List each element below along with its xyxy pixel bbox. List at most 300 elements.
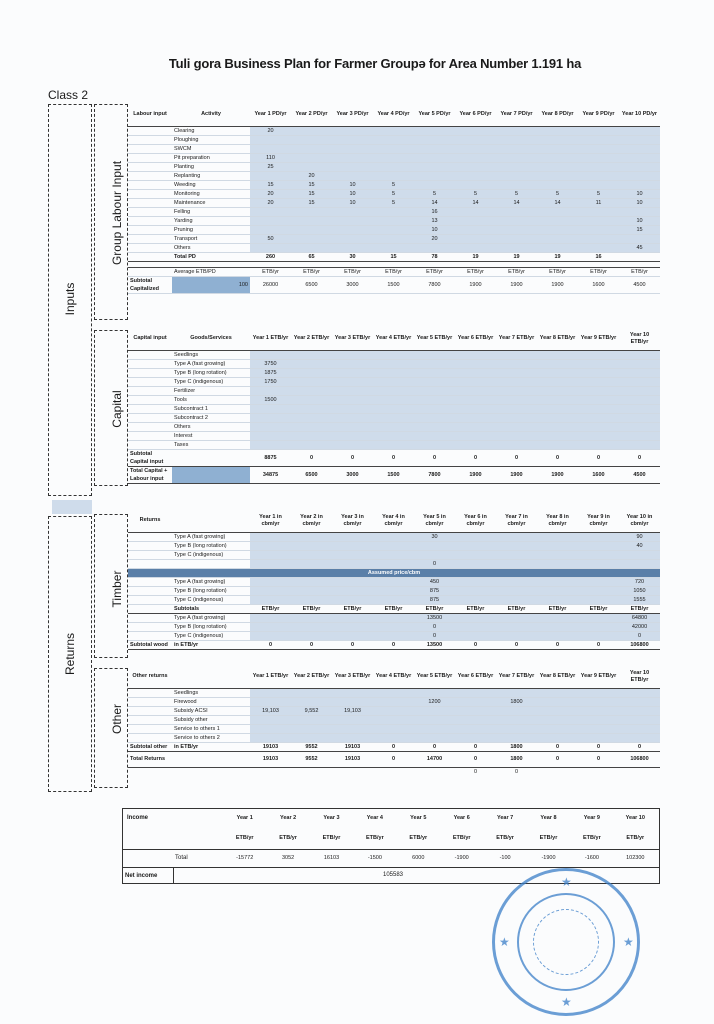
labour-activity-row-cell: 20 [250,126,291,135]
labour-activity-row [128,243,660,252]
labour-subtotal-row-cell: 100 [172,276,250,293]
timber-subtotal-row-cell [537,631,578,640]
timber-total-row-cell: 13500 [414,640,455,649]
timber-volume-row-cell [332,550,373,559]
other-returns-row-cell [250,697,291,706]
labour-header-row-cell: Labour input [128,104,172,126]
capital-goods-row-cell [496,386,537,395]
other-subtotal-row-cell: 0 [373,742,414,751]
labour-activity-row-cell [537,135,578,144]
other-returns-row-cell [537,688,578,697]
labour-activity-row-cell [332,153,373,162]
labour-activity-row [128,189,660,198]
timber-volume-row-cell [537,559,578,568]
labour-activity-row-cell [578,135,619,144]
income-units-row [223,835,657,845]
capital-goods-row-cell [496,413,537,422]
other-returns-row-cell [250,688,291,697]
labour-activity-row-cell [578,144,619,153]
labour-activity-row [128,153,660,162]
labour-activity-row-cell [496,162,537,171]
timber-price-row-cell [496,586,537,595]
income-year-label: Year 10 [625,815,645,821]
timber-header-row-cell: Year 7 in cbm/yr [496,510,537,532]
capital-goods-row-cell [496,377,537,386]
capital-goods-row [128,368,660,377]
capital-goods-row-cell: 1500 [250,395,291,404]
capital-total-row-cell: 1900 [496,466,537,483]
total-returns-row-cell: 106800 [619,751,660,767]
capital-goods-row-cell [128,395,172,404]
labour-activity-row-cell [332,126,373,135]
capital-subtotal-row-cell: 0 [578,449,619,466]
income-total-label: Total [175,855,188,861]
other-header-row-cell: Year 1 ETB/yr [250,666,291,688]
labour-activity-row-cell [128,162,172,171]
timber-header-row-cell: Returns [128,510,172,532]
capital-goods-row-cell [537,422,578,431]
labour-activity-row-cell [414,243,455,252]
capital-goods-row [128,404,660,413]
timber-total-row [128,640,660,649]
capital-goods-row-cell [578,350,619,359]
capital-goods-row-cell [537,404,578,413]
labour-activity-row-cell: SWCM [172,144,250,153]
labour-header-row-cell: Year 7 PD/yr [496,104,537,126]
labour-activity-row-cell [455,135,496,144]
capital-goods-row-cell [414,377,455,386]
other-subtotal-row-cell: 19103 [250,742,291,751]
timber-price-row-cell: 875 [414,586,455,595]
official-stamp: ★ ★ ★ ★ [492,868,640,1016]
timber-volume-row-cell [537,550,578,559]
timber-price-row [128,577,660,586]
timber-subtotal-row-cell: 42000 [619,622,660,631]
other-returns-row-cell [128,706,172,715]
labour-activity-row-cell [578,180,619,189]
timber-subtotal-row-cell [128,631,172,640]
labour-activity-row-cell [619,207,660,216]
inputs-label: Inputs [63,282,77,316]
labour-activity-row-cell: 5 [373,189,414,198]
labour-activity-row-cell: 10 [332,189,373,198]
other-returns-row-cell: 19,103 [250,706,291,715]
timber-price-row-cell [496,577,537,586]
labour-activity-row-cell: 14 [496,198,537,207]
other-header-row-cell: Year 8 ETB/yr [537,666,578,688]
capital-goods-row-cell [332,350,373,359]
labour-activity-row-cell: Felling [172,207,250,216]
labour-activity-row [128,207,660,216]
labour-activity-row-cell [537,144,578,153]
capital-goods-row-cell [496,395,537,404]
other-extra-row-cell [578,767,619,776]
labour-activity-row-cell [619,234,660,243]
labour-activity-row-cell: 30 [332,252,373,261]
average-etb-row-cell: ETB/yr [250,267,291,276]
other-subtotal-row-cell: 0 [414,742,455,751]
labour-activity-row [128,252,660,261]
capital-subtotal-row-cell: 0 [414,449,455,466]
capital-total-row-cell: 1900 [537,466,578,483]
labour-activity-row-cell [537,162,578,171]
capital-goods-row-cell: Subcontract 2 [172,413,250,422]
labour-activity-row-cell: Others [172,243,250,252]
labour-activity-row-cell [250,207,291,216]
capital-subtotal-row-cell: Subtotal Capital input [128,449,172,466]
labour-activity-row-cell: 20 [291,171,332,180]
labour-activity-row-cell [537,207,578,216]
other-header-row-cell: Year 9 ETB/yr [578,666,619,688]
labour-activity-row-cell [578,216,619,225]
timber-subtotal-row-cell [128,622,172,631]
income-label: Income [127,815,149,821]
labour-subtotal-row-cell: 1900 [537,276,578,293]
timber-volume-row-cell [496,532,537,541]
labour-subtotal-row-cell: 1900 [455,276,496,293]
labour-activity-row-cell [537,234,578,243]
timber-volume-row-cell [373,541,414,550]
capital-goods-row-cell [619,431,660,440]
labour-activity-row-cell [128,252,172,261]
income-total-value: -1900 [541,855,556,861]
capital-goods-row-cell [414,440,455,449]
labour-subtotal-row [128,276,660,293]
capital-goods-row-cell [537,377,578,386]
class-label: Class 2 [48,88,89,102]
other-returns-row-cell [373,724,414,733]
timber-total-row-cell: 0 [332,640,373,649]
timber-subtotals-header [128,604,660,613]
other-returns-row-cell [373,706,414,715]
other-returns-row [128,733,660,742]
capital-goods-row-cell [578,359,619,368]
timber-subtotal-row-cell [537,622,578,631]
other-returns-row-cell [291,697,332,706]
other-returns-row [128,697,660,706]
labour-activity-row-cell [291,234,332,243]
timber-subtotals-header-cell: ETB/yr [250,604,291,613]
labour-activity-row-cell [373,171,414,180]
timber-subtotals-header-cell: ETB/yr [332,604,373,613]
timber-volume-row-cell [128,550,172,559]
labour-header-row-cell: Year 1 PD/yr [250,104,291,126]
labour-activity-row-cell [537,126,578,135]
timber-volume-row-cell [578,532,619,541]
other-returns-row-cell [291,715,332,724]
other-returns-row-cell [496,706,537,715]
labour-header-row [128,104,660,126]
labour-activity-row-cell [128,207,172,216]
other-extra-row-cell [291,767,332,776]
labour-activity-row-cell [128,234,172,243]
labour-activity-row-cell [128,198,172,207]
total-returns-row-cell: 14700 [414,751,455,767]
labour-activity-row-cell [619,180,660,189]
timber-volume-row-cell: 0 [414,559,455,568]
labour-activity-row-cell [619,252,660,261]
income-total-value: 6000 [412,855,425,861]
labour-activity-row-cell: 10 [332,180,373,189]
labour-activity-row-cell [455,234,496,243]
capital-goods-row-cell [537,413,578,422]
timber-subtotals-header-cell: ETB/yr [537,604,578,613]
labour-activity-row-cell: Pit preparation [172,153,250,162]
labour-activity-row-cell: 65 [291,252,332,261]
capital-goods-row-cell [291,431,332,440]
income-years-row [223,815,657,825]
total-returns-row-cell: 0 [578,751,619,767]
other-subtotal-row-cell: 0 [619,742,660,751]
income-unit-label: ETB/yr [366,835,384,841]
other-extra-row-cell: 0 [514,768,519,775]
net-income-value: 105583 [383,872,404,878]
capital-goods-row-cell [373,350,414,359]
capital-goods-row-cell [128,350,172,359]
capital-goods-row-cell [455,377,496,386]
labour-activity-row-cell [578,243,619,252]
labour-activity-row-cell [250,225,291,234]
timber-header-row-cell: Year 6 in cbm/yr [455,510,496,532]
capital-goods-row-cell [578,413,619,422]
timber-total-row-cell: 0 [291,640,332,649]
timber-header-row-cell: Year 9 in cbm/yr [578,510,619,532]
labour-activity-row-cell [128,216,172,225]
timber-total-row-cell: 0 [373,640,414,649]
timber-volume-row [128,550,660,559]
capital-subtotal-row-cell: 8875 [250,449,291,466]
other-returns-row-cell [537,706,578,715]
capital-goods-row-cell [537,386,578,395]
timber-header-row-cell: Year 8 in cbm/yr [537,510,578,532]
other-header-row-cell: Year 4 ETB/yr [373,666,414,688]
capital-input-table [128,328,660,484]
capital-goods-row-cell [619,350,660,359]
timber-header-row-cell: Year 4 in cbm/yr [373,510,414,532]
income-total-value: 3052 [281,855,295,861]
capital-goods-row-cell [291,440,332,449]
capital-goods-row-cell [414,350,455,359]
capital-goods-row-cell: Interest [172,431,250,440]
timber-subtotal-row-cell [455,631,496,640]
timber-volume-row-cell [455,532,496,541]
capital-goods-row [128,413,660,422]
income-total-value: -1500 [367,855,382,861]
timber-price-row-cell [455,577,496,586]
timber-price-row-cell: Type A (fast growing) [172,577,250,586]
other-extra-row-cell [373,767,414,776]
capital-goods-row-cell [619,395,660,404]
other-subtotal-row-cell: 19103 [332,742,373,751]
capital-goods-row [128,431,660,440]
labour-activity-row-cell [373,243,414,252]
capital-goods-row-cell [128,440,172,449]
capital-goods-row-cell [537,395,578,404]
labour-activity-row-cell [414,180,455,189]
timber-subtotal-row [128,613,660,622]
labour-header-row-cell: Year 6 PD/yr [455,104,496,126]
capital-goods-row-cell [291,350,332,359]
labour-activity-row-cell [414,153,455,162]
income-unit-label: ETB/yr [279,835,297,841]
average-etb-row-cell: ETB/yr [373,267,414,276]
other-returns-row-cell [455,697,496,706]
labour-activity-row-cell [291,126,332,135]
income-year-label: Year 9 [583,815,600,821]
price-band-row [128,568,660,577]
timber-price-row-cell [291,595,332,604]
capital-goods-row-cell [414,386,455,395]
other-returns-row-cell [455,715,496,724]
other-returns-row [128,724,660,733]
timber-subtotal-row-cell [128,613,172,622]
other-returns-row-cell [578,715,619,724]
other-header-row-cell: Year 2 ETB/yr [291,666,332,688]
labour-activity-row-cell [414,162,455,171]
timber-volume-row-cell [455,550,496,559]
labour-activity-row-cell [250,135,291,144]
timber-total-row-cell: 106800 [619,640,660,649]
capital-goods-row-cell [496,431,537,440]
timber-price-row-cell [578,595,619,604]
capital-goods-row-cell [250,422,291,431]
timber-header-row [128,510,660,532]
average-etb-row [128,267,660,276]
capital-goods-row-cell [455,395,496,404]
other-returns-row-cell [537,697,578,706]
timber-volume-row-cell [128,532,172,541]
timber-volume-row-cell: 90 [619,532,660,541]
labour-activity-row-cell [619,144,660,153]
other-returns-row-cell: Service to others 1 [172,724,250,733]
timber-volume-row-cell [373,550,414,559]
capital-goods-row-cell [414,431,455,440]
timber-volume-row-cell [496,550,537,559]
labour-activity-row-cell: Pruning [172,225,250,234]
labour-activity-row-cell: 11 [578,198,619,207]
timber-subtotals-header-cell: ETB/yr [496,604,537,613]
labour-activity-row-cell [128,189,172,198]
timber-total-row-cell: in ETB/yr [172,640,250,649]
capital-header-row-cell: Year 5 ETB/yr [414,328,455,350]
timber-price-row-cell [332,577,373,586]
capital-goods-row-cell [619,368,660,377]
timber-price-row [128,586,660,595]
capital-goods-row-cell [619,386,660,395]
capital-goods-row-cell [455,404,496,413]
timber-subtotal-row-cell [250,631,291,640]
capital-total-row [128,466,660,483]
returns-label: Returns [63,632,77,676]
labour-activity-row-cell [373,225,414,234]
labour-activity-row-cell [619,162,660,171]
income-year-label: Year 2 [279,815,297,821]
labour-subtotal-row-cell: 26000 [250,276,291,293]
timber-volume-row-cell [373,532,414,541]
capital-goods-row-cell [578,422,619,431]
capital-goods-row-cell [373,404,414,413]
other-header-row-cell: Year 5 ETB/yr [414,666,455,688]
capital-goods-row-cell [455,350,496,359]
other-extra-row-cell [619,767,660,776]
labour-activity-row-cell: 78 [414,252,455,261]
labour-activity-row-cell: 15 [291,180,332,189]
labour-activity-row-cell [373,234,414,243]
labour-subtotal-row-cell: 1600 [578,276,619,293]
other-extra-row-cell [128,767,172,776]
labour-activity-row-cell: 20 [250,198,291,207]
labour-header-row-cell: Year 10 PD/yr [619,104,660,126]
total-returns-row-cell: 19103 [250,751,291,767]
labour-activity-row-cell [332,207,373,216]
capital-goods-row-cell [619,404,660,413]
timber-volume-row-cell [537,541,578,550]
average-etb-row-cell: ETB/yr [332,267,373,276]
labour-activity-row-cell: 20 [250,189,291,198]
capital-total-row-cell [172,466,250,483]
labour-activity-row-cell [128,243,172,252]
timber-volume-row-cell [578,541,619,550]
labour-activity-row-cell: Maintenance [172,198,250,207]
labour-activity-row-cell [373,126,414,135]
average-etb-row-cell: ETB/yr [291,267,332,276]
timber-volume-row-cell [332,532,373,541]
capital-goods-row [128,422,660,431]
timber-subtotal-row-cell: Type B (long rotation) [172,622,250,631]
labour-activity-row-cell: 19 [496,252,537,261]
other-returns-row-cell [578,724,619,733]
income-unit-label: ETB/yr [496,835,514,841]
timber-volume-row-cell [373,559,414,568]
average-etb-row-cell: ETB/yr [578,267,619,276]
other-subtotal-row-cell: 9552 [291,742,332,751]
capital-goods-row-cell [128,386,172,395]
timber-subtotal-row-cell: 0 [414,631,455,640]
timber-price-row-cell [250,586,291,595]
other-header-row [128,666,660,688]
labour-activity-row-cell [619,171,660,180]
capital-goods-row-cell: 1875 [250,368,291,377]
income-unit-label: ETB/yr [409,835,428,841]
timber-price-row-cell [128,595,172,604]
timber-subtotal-row-cell: 64800 [619,613,660,622]
capital-goods-row [128,395,660,404]
other-returns-row-cell [128,697,172,706]
capital-goods-row-cell [373,440,414,449]
capital-subtotal-row-cell: 0 [455,449,496,466]
labour-activity-row-cell [250,171,291,180]
labour-activity-row-cell: 5 [537,189,578,198]
timber-header-row-cell: Year 1 in cbm/yr [250,510,291,532]
labour-activity-row-cell [578,225,619,234]
timber-volume-row-cell [578,559,619,568]
timber-total-row-cell: 0 [537,640,578,649]
timber-subtotal-row-cell [537,613,578,622]
capital-goods-row-cell [128,413,172,422]
timber-price-row-cell: 1050 [619,586,660,595]
timber-volume-row [128,532,660,541]
capital-goods-row-cell [455,422,496,431]
timber-volume-row-cell [291,559,332,568]
labour-activity-row-cell: 19 [537,252,578,261]
labour-subtotal-row-cell: 1900 [496,276,537,293]
other-returns-row-cell [373,715,414,724]
timber-subtotal-row-cell [455,622,496,631]
capital-goods-row [128,377,660,386]
labour-header-row-cell: Year 4 PD/yr [373,104,414,126]
labour-activity-row-cell: 10 [619,189,660,198]
capital-goods-row-cell [537,359,578,368]
